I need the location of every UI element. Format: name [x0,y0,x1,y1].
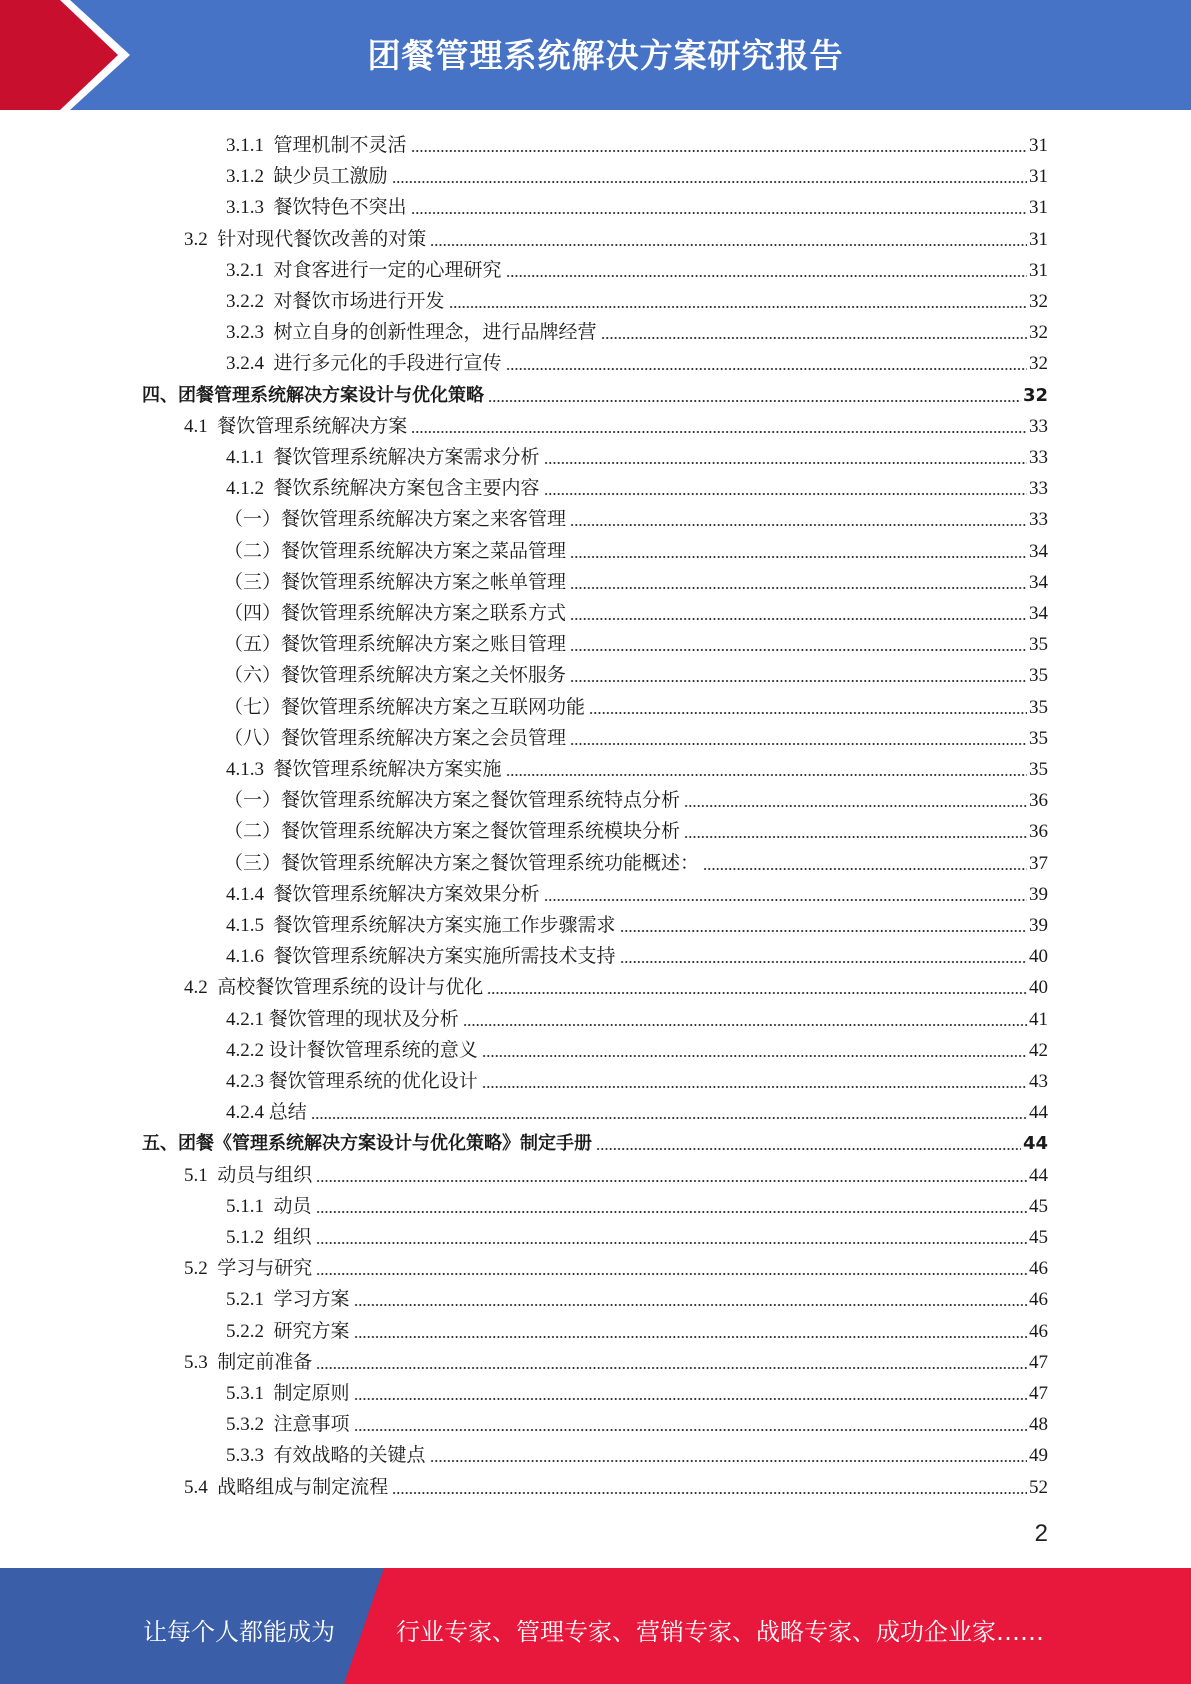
toc-dot-leader [703,867,1027,871]
toc-entry[interactable] [224,532,1048,563]
toc-entry-title: （五）餐饮管理系统解决方案之账目管理 [224,634,567,656]
toc-entry-page: 52 [1029,1476,1048,1498]
toc-entry[interactable] [226,157,1048,188]
toc-entry-title: 4.2 高校餐饮管理系统的设计与优化 [184,977,484,999]
toc-entry-page: 31 [1029,228,1048,250]
toc-dot-leader [506,367,1027,371]
toc-dot-leader [570,617,1027,621]
toc-dot-leader [570,555,1027,559]
toc-dot-leader [482,1054,1027,1058]
page-number: 2 [1034,1520,1048,1547]
toc-dot-leader [411,211,1027,215]
toc-entry-title: 3.2.4 进行多元化的手段进行宣传 [226,353,502,375]
toc-entry[interactable] [224,688,1048,719]
toc-entry-title: 3.2 针对现代餐饮改善的对策 [184,228,427,250]
toc-entry-title: 5.2.2 研究方案 [226,1320,350,1342]
toc-dot-leader [544,898,1027,902]
toc-entry[interactable] [226,188,1048,219]
toc-entry[interactable] [184,407,1048,438]
toc-dot-leader [430,1459,1027,1463]
toc-entry-page: 35 [1029,727,1048,749]
toc-entry[interactable] [184,1343,1048,1374]
toc-entry-title: 3.2.3 树立自身的创新性理念，进行品牌经营 [226,322,597,344]
toc-entry-page: 39 [1029,883,1048,905]
toc-dot-leader [482,1085,1027,1089]
toc-dot-leader [596,1147,1021,1151]
toc-entry-page: 34 [1029,540,1048,562]
toc-dot-leader [430,243,1027,247]
toc-entry-page: 32 [1029,353,1048,375]
toc-entry-page: 35 [1029,665,1048,687]
toc-entry-title: 5.3.1 制定原则 [226,1383,350,1404]
toc-entry-page: 49 [1029,1445,1048,1467]
toc-entry-page: 40 [1029,977,1048,999]
toc-dot-leader [316,1179,1027,1183]
toc-entry-title: 4.1.5 餐饮管理系统解决方案实施工作步骤需求 [226,915,616,936]
toc-dot-leader [487,991,1027,995]
toc-entry-page: 31 [1029,166,1048,188]
toc-entry[interactable] [142,1124,1048,1155]
toc-entry-title: 4.2.3 餐饮管理系统的优化设计 [226,1071,478,1092]
toc-entry[interactable] [226,1031,1048,1062]
toc-entry-title: 4.1.3 餐饮管理系统解决方案实施 [226,759,502,780]
toc-entry[interactable] [184,1468,1048,1499]
toc-dot-leader [354,1335,1027,1339]
toc-entry-page: 45 [1029,1227,1048,1248]
toc-dot-leader [392,180,1027,184]
toc-entry-page: 33 [1029,478,1048,500]
toc-dot-leader [544,461,1027,465]
toc-dot-leader [411,430,1027,434]
toc-entry[interactable] [184,1249,1048,1280]
toc-dot-leader [570,586,1027,590]
toc-entry-page: 36 [1029,821,1048,843]
toc-entry[interactable] [226,251,1048,282]
toc-entry-title: 5.2 学习与研究 [184,1258,313,1280]
toc-dot-leader [570,523,1027,527]
toc-entry-page: 37 [1029,852,1048,874]
toc-entry-title: 4.1.1 餐饮管理系统解决方案需求分析 [226,447,540,468]
toc-entry-page: 43 [1029,1071,1048,1092]
toc-entry-page: 33 [1029,447,1048,468]
toc-entry-page: 46 [1029,1258,1048,1280]
toc-entry-page: 36 [1029,790,1048,812]
toc-entry-page: 35 [1029,634,1048,656]
toc-entry-title: 5.3 制定前准备 [184,1351,313,1373]
toc-dot-leader [570,648,1027,652]
toc-dot-leader [463,1023,1027,1027]
toc-entry-title: 4.2.2 设计餐饮管理系统的意义 [226,1039,478,1061]
toc-entry-title: 5.3.2 注意事项 [226,1414,350,1436]
toc-entry-page: 31 [1029,135,1048,156]
toc-entry[interactable] [224,719,1048,750]
toc-entry[interactable] [226,937,1048,968]
toc-entry[interactable] [224,500,1048,531]
toc-entry-title: 3.1.2 缺少员工激励 [226,166,388,188]
toc-entry-title: 3.2.2 对餐饮市场进行开发 [226,291,445,312]
toc-entry-title: 4.2.1 餐饮管理的现状及分析 [226,1008,459,1030]
toc-entry-page: 34 [1029,603,1048,624]
toc-entry-page: 32 [1029,322,1048,344]
toc-entry-page: 45 [1029,1195,1048,1217]
toc-entry[interactable] [184,968,1048,999]
footer-slogan-left: 让每个人都能成为 [143,1618,335,1646]
toc-dot-leader [411,149,1027,153]
toc-entry[interactable] [224,656,1048,687]
toc-dot-leader [684,835,1027,839]
toc-entry[interactable] [184,220,1048,251]
toc-entry-title: 3.2.1 对食客进行一定的心理研究 [226,259,502,281]
toc-entry[interactable] [184,1156,1048,1187]
toc-entry-page: 41 [1029,1008,1048,1030]
toc-entry-title: 4.2.4 总结 [226,1102,307,1124]
toc-dot-leader [354,1428,1027,1432]
toc-entry-title: 五、团餐《管理系统解决方案设计与优化策略》制定手册 [142,1133,592,1155]
toc-entry-title: 4.1.2 餐饮系统解决方案包含主要内容 [226,478,540,500]
toc-entry[interactable] [224,563,1048,594]
toc-entry-title: 四、团餐管理系统解决方案设计与优化策略 [142,384,484,406]
toc-dot-leader [620,929,1027,933]
toc-entry-title: 5.4 战略组成与制定流程 [184,1476,389,1498]
toc-entry[interactable] [226,344,1048,375]
toc-entry-title: 5.1 动员与组织 [184,1164,313,1186]
toc-entry[interactable] [226,875,1048,906]
footer-slogan-right: 行业专家、管理专家、营销专家、战略专家、成功企业家…… [396,1618,1044,1646]
toc-dot-leader [506,274,1027,278]
toc-entry-title: （三）餐饮管理系统解决方案之帐单管理 [224,571,567,593]
toc-dot-leader [684,804,1027,808]
toc-dot-leader [316,1366,1027,1370]
toc-entry[interactable] [226,1405,1048,1436]
toc-entry[interactable] [224,625,1048,656]
toc-entry-page: 33 [1029,509,1048,531]
toc-entry-title: 4.1.6 餐饮管理系统解决方案实施所需技术支持 [226,946,616,968]
toc-entry-title: （二）餐饮管理系统解决方案之菜品管理 [224,540,567,562]
toc-entry[interactable] [226,1436,1048,1467]
toc-entry[interactable] [226,1312,1048,1343]
report-title: 团餐管理系统解决方案研究报告 [367,36,844,75]
toc-entry[interactable] [226,1218,1048,1249]
toc-entry-title: （二）餐饮管理系统解决方案之餐饮管理系统模块分析 [224,821,681,843]
toc-entry-page: 32 [1029,291,1048,312]
toc-entry[interactable] [226,126,1048,157]
toc-entry-title: （一）餐饮管理系统解决方案之餐饮管理系统特点分析 [224,790,681,812]
toc-entry-page: 34 [1029,571,1048,593]
toc-entry-page: 47 [1029,1351,1048,1373]
toc-entry-title: （八）餐饮管理系统解决方案之会员管理 [224,727,567,749]
toc-dot-leader [544,492,1027,496]
toc-entry-title: （一）餐饮管理系统解决方案之来客管理 [224,509,567,531]
toc-entry-title: （四）餐饮管理系统解决方案之联系方式 [224,603,567,624]
toc-entry-page: 44 [1022,1133,1048,1155]
toc-dot-leader [570,742,1027,746]
toc-entry-page: 33 [1029,415,1048,437]
toc-entry-page: 42 [1029,1039,1048,1061]
toc-entry[interactable] [226,1374,1048,1405]
toc-dot-leader [570,679,1027,683]
toc-entry-title: 4.1 餐饮管理系统解决方案 [184,415,408,437]
toc-entry-page: 35 [1029,759,1048,780]
toc-entry-page: 44 [1029,1164,1048,1186]
toc-entry-title: 5.3.3 有效战略的关键点 [226,1445,426,1467]
toc-entry[interactable] [142,376,1048,407]
toc-entry-page: 31 [1029,197,1048,219]
toc-dot-leader [316,1272,1027,1276]
toc-entry-title: 4.1.4 餐饮管理系统解决方案效果分析 [226,883,540,905]
toc-dot-leader [354,1303,1027,1307]
toc-dot-leader [354,1397,1027,1401]
toc-entry-title: 5.1.1 动员 [226,1195,312,1217]
toc-entry-title: （六）餐饮管理系统解决方案之关怀服务 [224,665,567,687]
toc-entry[interactable] [224,812,1048,843]
toc-entry[interactable] [226,282,1048,313]
toc-dot-leader [601,336,1027,340]
toc-entry-page: 39 [1029,915,1048,936]
toc-entry-title: 3.1.1 管理机制不灵活 [226,135,407,156]
toc-entry[interactable] [226,906,1048,937]
toc-entry[interactable] [226,750,1048,781]
toc-entry-page: 46 [1029,1289,1048,1311]
toc-dot-leader [589,711,1027,715]
toc-dot-leader [316,1241,1027,1245]
toc-entry-page: 47 [1029,1383,1048,1404]
toc-entry[interactable] [226,438,1048,469]
toc-entry-title: 5.2.1 学习方案 [226,1289,350,1311]
toc-entry-page: 46 [1029,1320,1048,1342]
toc-entry[interactable] [224,844,1048,875]
toc-dot-leader [449,305,1027,309]
toc-entry[interactable] [226,1093,1048,1124]
page-footer [0,1568,1191,1684]
toc-dot-leader [620,960,1027,964]
toc-entry-page: 35 [1029,696,1048,718]
toc-dot-leader [488,399,1021,403]
toc-entry-title: 3.1.3 餐饮特色不突出 [226,197,407,219]
toc-entry-title: 5.1.2 组织 [226,1227,312,1248]
page-header [0,0,1191,110]
toc-entry[interactable] [224,781,1048,812]
toc-entry-title: （三）餐饮管理系统解决方案之餐饮管理系统功能概述： [224,852,700,874]
toc-entry-page: 32 [1022,384,1048,406]
toc-entry-page: 48 [1029,1414,1048,1436]
toc-entry-page: 31 [1029,259,1048,281]
toc-entry[interactable] [226,1062,1048,1093]
toc-entry[interactable] [226,1000,1048,1031]
toc-entry[interactable] [226,313,1048,344]
toc-entry-title: （七）餐饮管理系统解决方案之互联网功能 [224,696,586,718]
toc-dot-leader [311,1116,1027,1120]
toc-entry[interactable] [226,1187,1048,1218]
toc-dot-leader [506,773,1027,777]
toc-dot-leader [316,1210,1027,1214]
toc-entry[interactable] [224,594,1048,625]
toc-dot-leader [392,1491,1027,1495]
toc-entry-page: 40 [1029,946,1048,968]
toc-entry-page: 44 [1029,1102,1048,1124]
toc-entry[interactable] [226,1280,1048,1311]
toc-entry[interactable] [226,469,1048,500]
